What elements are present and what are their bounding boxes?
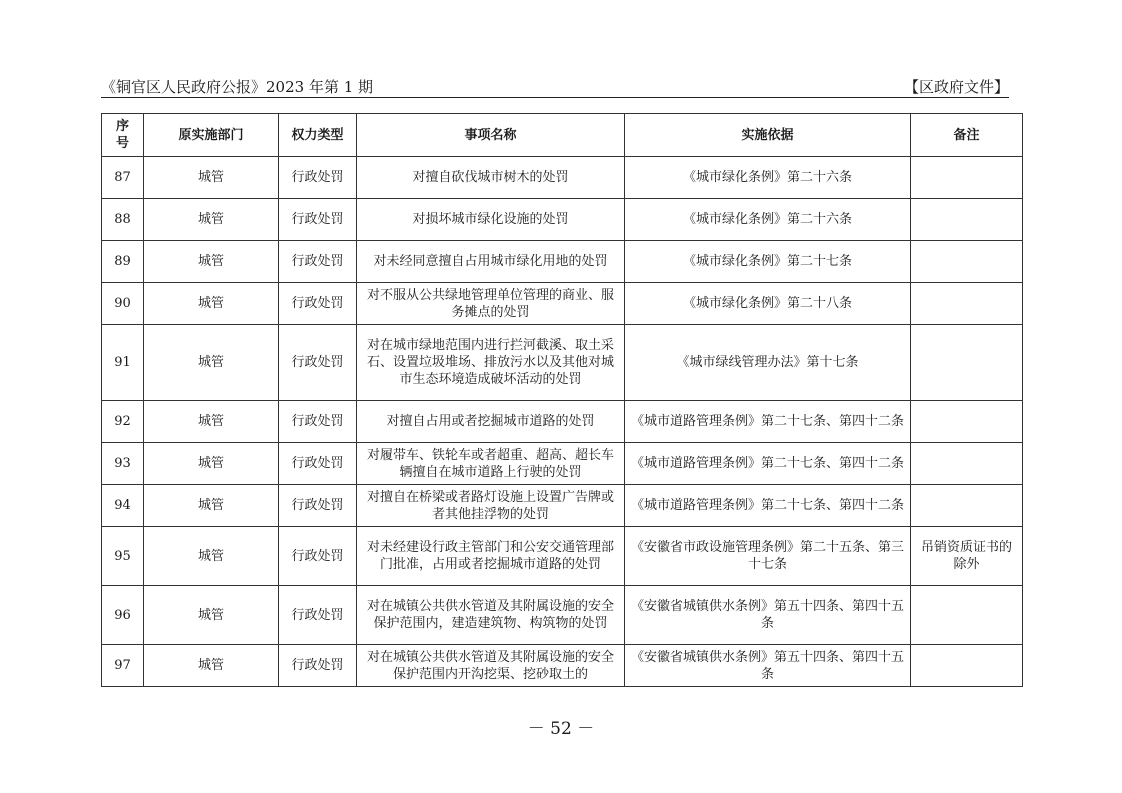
- cell-type: 行政处罚: [279, 157, 357, 199]
- cell-note: [911, 443, 1023, 485]
- cell-item-name: 对履带车、铁轮车或者超重、超高、超长车辆擅自在城市道路上行驶的处罚: [357, 443, 625, 485]
- cell-type: 行政处罚: [279, 401, 357, 443]
- cell-type: 行政处罚: [279, 527, 357, 586]
- cell-basis: 《城市绿化条例》第二十六条: [625, 199, 911, 241]
- cell-basis: 《城市绿线管理办法》第十七条: [625, 325, 911, 401]
- cell-no: 88: [102, 199, 144, 241]
- table-row: [102, 645, 1023, 687]
- cell-note: [911, 199, 1023, 241]
- col-header-note: 备注: [911, 114, 1023, 157]
- col-header-basis: 实施依据: [625, 114, 911, 157]
- cell-no: 95: [102, 527, 144, 586]
- cell-item-name: 对在城市绿地范围内进行拦河截溪、取土采石、设置垃圾堆场、排放污水以及其他对城市生态环境造成破坏活动的处罚: [357, 325, 625, 401]
- cell-no: 97: [102, 645, 144, 687]
- section-label: 【区政府文件】: [903, 78, 1009, 96]
- cell-no: 87: [102, 157, 144, 199]
- cell-item-name: 对擅自占用或者挖掘城市道路的处罚: [357, 401, 625, 443]
- cell-dept: 城管: [144, 401, 279, 443]
- table-row: [102, 485, 1023, 527]
- cell-basis: 《城市道路管理条例》第二十七条、第四十二条: [625, 443, 911, 485]
- cell-item-name: 对不服从公共绿地管理单位管理的商业、服务摊点的处罚: [357, 283, 625, 325]
- cell-item-name: 对在城镇公共供水管道及其附属设施的安全保护范围内，建造建筑物、构筑物的处罚: [357, 586, 625, 645]
- cell-basis: 《城市绿化条例》第二十六条: [625, 157, 911, 199]
- cell-basis: 《安徽省城镇供水条例》第五十四条、第四十五条: [625, 645, 911, 687]
- table-row: [102, 283, 1023, 325]
- cell-no: 89: [102, 241, 144, 283]
- cell-type: 行政处罚: [279, 199, 357, 241]
- cell-note: [911, 645, 1023, 687]
- cell-note: [911, 325, 1023, 401]
- table-header-row: [102, 114, 1023, 157]
- cell-note: [911, 401, 1023, 443]
- cell-dept: 城管: [144, 241, 279, 283]
- cell-type: 行政处罚: [279, 325, 357, 401]
- page-header: [101, 76, 1009, 98]
- cell-note: [911, 241, 1023, 283]
- cell-no: 90: [102, 283, 144, 325]
- cell-type: 行政处罚: [279, 241, 357, 283]
- cell-item-name: 对未经同意擅自占用城市绿化用地的处罚: [357, 241, 625, 283]
- cell-type: 行政处罚: [279, 485, 357, 527]
- cell-type: 行政处罚: [279, 586, 357, 645]
- cell-basis: 《安徽省城镇供水条例》第五十四条、第四十五条: [625, 586, 911, 645]
- cell-note: 吊销资质证书的除外: [911, 527, 1023, 586]
- table-row: [102, 586, 1023, 645]
- cell-no: 96: [102, 586, 144, 645]
- cell-basis: 《城市绿化条例》第二十七条: [625, 241, 911, 283]
- cell-note: [911, 157, 1023, 199]
- cell-basis: 《城市道路管理条例》第二十七条、第四十二条: [625, 485, 911, 527]
- table-row: [102, 157, 1023, 199]
- cell-item-name: 对损坏城市绿化设施的处罚: [357, 199, 625, 241]
- header-rule: [101, 97, 1009, 98]
- cell-dept: 城管: [144, 586, 279, 645]
- bulletin-title: 《铜官区人民政府公报》2023 年第 1 期: [101, 78, 374, 96]
- cell-basis: 《安徽省市政设施管理条例》第二十五条、第三十七条: [625, 527, 911, 586]
- table-row: [102, 199, 1023, 241]
- col-header-name: 事项名称: [357, 114, 625, 157]
- col-header-dept: 原实施部门: [144, 114, 279, 157]
- cell-item-name: 对未经建设行政主管部门和公安交通管理部门批准，占用或者挖掘城市道路的处罚: [357, 527, 625, 586]
- cell-item-name: 对在城镇公共供水管道及其附属设施的安全保护范围内开沟挖渠、挖砂取土的: [357, 645, 625, 687]
- cell-dept: 城管: [144, 157, 279, 199]
- cell-dept: 城管: [144, 283, 279, 325]
- table-row: [102, 443, 1023, 485]
- table-row: [102, 241, 1023, 283]
- table-row: [102, 325, 1023, 401]
- cell-dept: 城管: [144, 443, 279, 485]
- cell-basis: 《城市道路管理条例》第二十七条、第四十二条: [625, 401, 911, 443]
- col-header-no: 序号: [102, 114, 144, 157]
- cell-item-name: 对擅自砍伐城市树木的处罚: [357, 157, 625, 199]
- cell-note: [911, 485, 1023, 527]
- cell-dept: 城管: [144, 527, 279, 586]
- cell-no: 93: [102, 443, 144, 485]
- cell-type: 行政处罚: [279, 283, 357, 325]
- cell-no: 92: [102, 401, 144, 443]
- cell-dept: 城管: [144, 645, 279, 687]
- cell-note: [911, 586, 1023, 645]
- cell-no: 91: [102, 325, 144, 401]
- table-row: [102, 527, 1023, 586]
- cell-item-name: 对擅自在桥梁或者路灯设施上设置广告牌或者其他挂浮物的处罚: [357, 485, 625, 527]
- cell-basis: 《城市绿化条例》第二十八条: [625, 283, 911, 325]
- table-row: [102, 401, 1023, 443]
- cell-dept: 城管: [144, 485, 279, 527]
- col-header-type: 权力类型: [279, 114, 357, 157]
- cell-note: [911, 283, 1023, 325]
- cell-dept: 城管: [144, 199, 279, 241]
- cell-no: 94: [102, 485, 144, 527]
- cell-type: 行政处罚: [279, 645, 357, 687]
- cell-type: 行政处罚: [279, 443, 357, 485]
- cell-dept: 城管: [144, 325, 279, 401]
- page-number: － 52 －: [527, 719, 595, 739]
- power-list-table: [101, 113, 1023, 687]
